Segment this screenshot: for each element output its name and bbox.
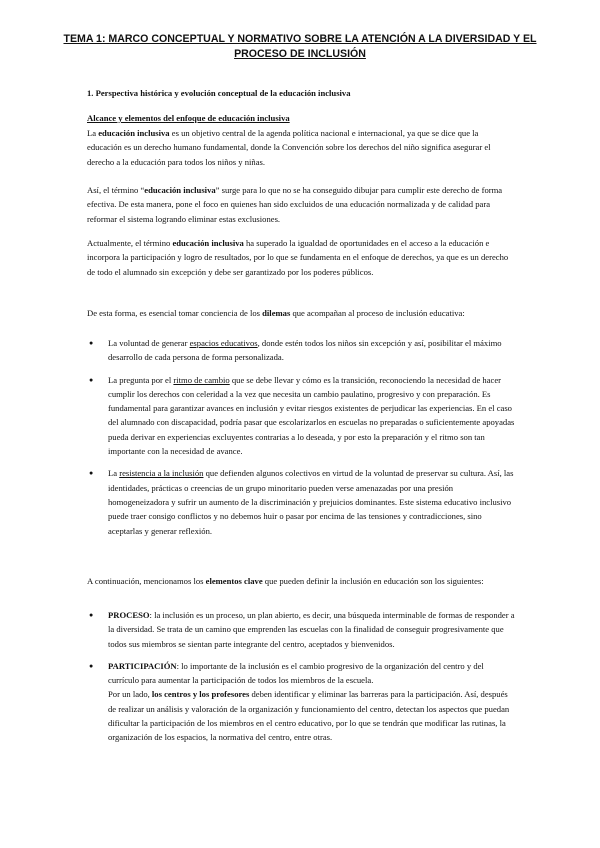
paragraph-4 bbox=[87, 306, 515, 320]
p5-text-c: que pueden definir la inclusión en educación son los siguientes: bbox=[262, 576, 484, 586]
dilemma-keyword: resistencia a la inclusión bbox=[119, 468, 204, 479]
subheading: Alcance y elementos del enfoque de educación inclusiva bbox=[87, 113, 290, 123]
list-item: ● PARTICIPACIÓN: lo importante de la inclusión es el cambio progresivo de la organización del centro y del currículo para aumentar la participación de todos los miembros de la escuela. Por un lado, los centros y los profesores deben identificar y eliminar las barreras para la participación. Así, después de realizar un análisis y valoración de la organización y funcionamiento del centro, detectan los aspectos que puedan dificultar la participación de los miembros en el centro educativo, por lo que se tendrán que modificar las rutinas, la organización de los espacios, la normativa del centro, entre otras. bbox=[87, 659, 515, 745]
paragraph-1 bbox=[87, 126, 515, 169]
p2-text-c: ” surge para lo que no se ha conseguido dibujar para cumplir este derecho de forma efectiva. De esta manera, pone el foco en quienes han sido excluidos de una educación normalizada y de calidad para reformar el sistema logrando eliminar estas exclusiones. bbox=[87, 185, 503, 224]
list-item: ● La pregunta por el ritmo de cambio que se debe llevar y cómo es la transición, reconociendo la necesidad de hacer cumplir los derechos con celeridad a la vez que necesita un cambio paulatino, progresivo y con preparación. Es fundamental para garantizar avances en inclusión y evitar riesgos existentes de perjudicar las experiencias. En el caso del alumnado con discapacidad, podría pasar que escolarizarlos en escuelas no preparadas o suficientemente apoyadas pueda derivar en experiencias excluyentes contrarias a lo deseada, y por esto la preparación y el ritmo son tan importante con la necesidad de avance. bbox=[87, 373, 515, 459]
p5-term: elementos clave bbox=[205, 576, 263, 586]
p4-term: dilemas bbox=[262, 308, 291, 318]
paragraph-3 bbox=[87, 236, 515, 279]
p4-text-a: De esta forma, es esencial tomar conciencia de los bbox=[87, 308, 263, 318]
section-heading: 1. Perspectiva histórica y evolución conceptual de la educación inclusiva bbox=[87, 88, 351, 98]
p3-text-c: ha superado la igualdad de oportunidades en el acceso a la educación e incorpora la participación y logro de resultados, por lo que se fundamenta en el enfoque de derechos, ya que es un derecho de todo el alumnado sin excepción y debe ser garantizado por los poderes públicos. bbox=[87, 238, 509, 277]
list-item: ● La voluntad de generar espacios educativos, donde estén todos los niños sin excepción y así, posibilitar el máximo desarrollo de cada persona de forma personalizada. bbox=[87, 336, 515, 365]
list-item: ● PROCESO: la inclusión es un proceso, un plan abierto, es decir, una búsqueda interminable de formas de responder a la diversidad. Se trata de un camino que emprenden las escuelas con la finalidad de conseguir progresivamente que todos sus miembros se sientan parte integrante del centro, aceptados y bienvenidos. bbox=[87, 608, 515, 651]
dilemma-keyword: ritmo de cambio bbox=[173, 374, 230, 385]
element-emphasis: los centros y los profesores bbox=[151, 689, 250, 700]
p4-text-c: que acompañan al proceso de inclusión educativa: bbox=[290, 308, 465, 318]
list-item: ● La resistencia a la inclusión que defienden algunos colectivos en virtud de la voluntad de preservar su cultura. Así, las identidades, prácticas o creencias de un grupo minoritario pueden verse amenazadas por una presión homogeneizadora y sufrir un aumento de la discriminación y prejuicios dominantes. Este sistema educativo inclusivo puede traer consigo conflictos y no debemos huir o pasar por encima de las tensiones y contradicciones, sino aceptarlas y generar reflexión. bbox=[87, 466, 515, 537]
p1-text-a: La bbox=[87, 128, 99, 138]
p3-term: educación inclusiva bbox=[172, 238, 244, 248]
p1-term: educación inclusiva bbox=[98, 128, 170, 138]
p5-text-a: A continuación, mencionamos los bbox=[87, 576, 206, 586]
dilemma-keyword: espacios educativos bbox=[189, 338, 258, 348]
key-elements-list bbox=[87, 608, 515, 745]
p2-term: educación inclusiva bbox=[144, 185, 216, 195]
element-label: PARTICIPACIÓN bbox=[108, 660, 177, 671]
element-label: PROCESO bbox=[108, 610, 150, 620]
dilemmas-list bbox=[87, 336, 515, 538]
p1-text-c: es un objetivo central de la agenda política nacional e internacional, ya que se dice que la educación es un derecho humano fundamental, donde la Convención sobre los derechos del niño significa asegurar el derecho a la educación para todos los niños y niñas. bbox=[87, 128, 491, 167]
p2-text-a: Así, el término “ bbox=[87, 185, 145, 195]
paragraph-2 bbox=[87, 183, 515, 226]
p3-text-a: Actualmente, el término bbox=[87, 238, 173, 248]
paragraph-5 bbox=[87, 574, 515, 588]
document-title: TEMA 1: MARCO CONCEPTUAL Y NORMATIVO SOBRE LA ATENCIÓN A LA DIVERSIDAD Y EL PROCESO DE INCLUSIÓN bbox=[63, 33, 537, 60]
